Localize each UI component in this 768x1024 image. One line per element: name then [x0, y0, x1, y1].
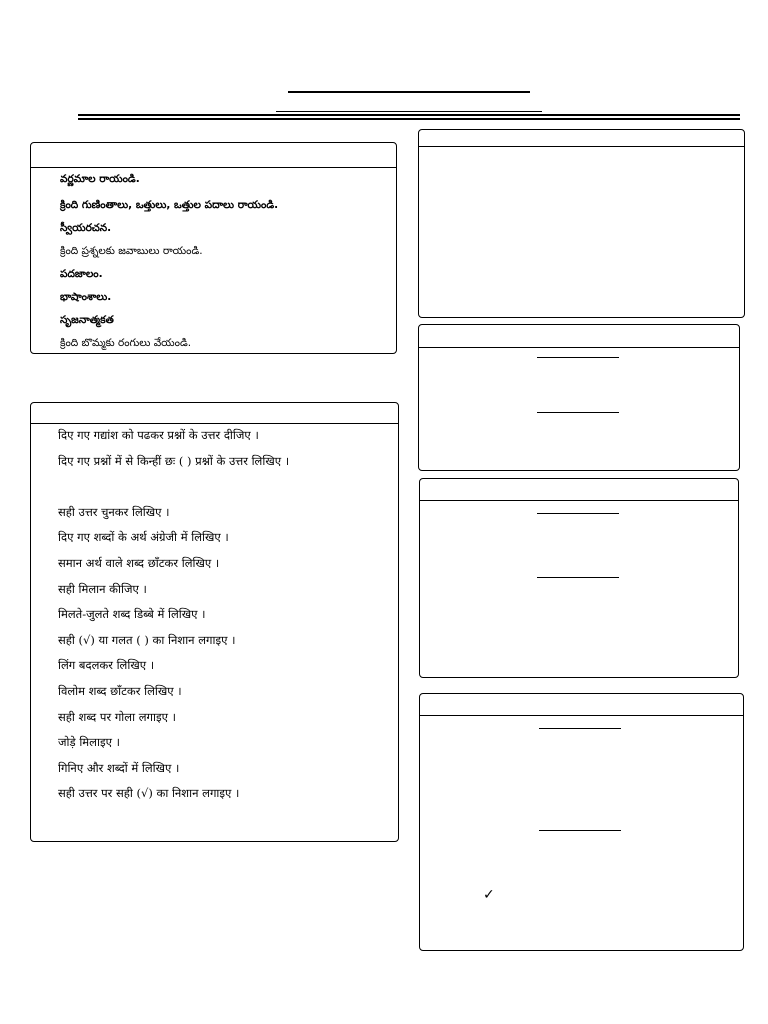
hindi-instruction-item: समान अर्थ वाले शब्द छाँटकर लिखिए । — [58, 556, 220, 570]
hindi-instruction-item: लिंग बदलकर लिखिए । — [58, 658, 155, 672]
right-panel-2 — [418, 324, 740, 471]
right-panel-4-header — [420, 694, 743, 716]
answer-blank — [537, 412, 619, 413]
telugu-instruction-item: క్రింది బొమ్మకు రంగులు వేయండి. — [60, 337, 192, 349]
telugu-instruction-item: స్వీయరచన. — [60, 222, 112, 234]
telugu-instruction-item: భాషాంశాలు. — [60, 291, 112, 303]
hindi-instruction-item: गिनिए और शब्दों में लिखिए । — [58, 761, 180, 775]
title-line-1 — [288, 91, 530, 93]
answer-blank — [537, 577, 619, 578]
hindi-instruction-item: दिए गए शब्दों के अर्थ अंग्रेजी में लिखिए । — [58, 530, 229, 544]
telugu-instruction-item: క్రింది ప్రశ్నలకు జవాబులు రాయండి. — [60, 245, 203, 257]
telugu-instruction-item: క్రింది గుణింతాలు, ఒత్తులు, ఒత్తుల పదాలు రాయండి. — [60, 199, 279, 211]
right-panel-1-header — [419, 130, 744, 147]
telugu-instruction-item: వర్ణమాల రాయండి. — [60, 173, 140, 185]
telugu-box-header — [31, 143, 396, 168]
answer-blank — [539, 830, 621, 831]
hindi-instruction-item: सही (√) या गलत ( ) का निशान लगाइए । — [58, 633, 236, 647]
hindi-instruction-item: दिए गए गद्यांश को पढकर प्रश्नों के उत्तर दीजिए । — [58, 428, 259, 442]
answer-blank — [537, 357, 619, 358]
hindi-instruction-item: सही उत्तर चुनकर लिखिए । — [58, 505, 170, 519]
title-line-2 — [276, 111, 542, 112]
right-panel-3-header — [420, 479, 738, 501]
hindi-instruction-item: मिलते-जुलते शब्द डिब्बे में लिखिए । — [58, 607, 206, 621]
hindi-instruction-item: सही मिलान कीजिए । — [58, 582, 147, 596]
right-panel-2-header — [419, 325, 739, 348]
telugu-instruction-item: సృజనాత్మకత — [60, 314, 114, 326]
header-divider-bottom — [78, 118, 740, 120]
right-panel-3 — [419, 478, 739, 678]
header-divider-top — [78, 114, 740, 116]
telugu-instruction-item: పదజాలం. — [60, 268, 103, 280]
answer-blank — [539, 728, 621, 729]
hindi-instruction-item: विलोम शब्द छाँटकर लिखिए । — [58, 684, 182, 698]
hindi-instruction-item: सही शब्द पर गोला लगाइए । — [58, 710, 176, 724]
right-panel-4 — [419, 693, 744, 951]
hindi-instruction-item: सही उत्तर पर सही (√) का निशान लगाइए । — [58, 786, 240, 800]
hindi-instruction-item: दिए गए प्रश्नों में से किन्हीं छः ( ) प्रश्नों के उत्तर लिखिए । — [58, 454, 290, 468]
answer-blank — [537, 513, 619, 514]
hindi-instruction-item: जोड़े मिलाइए । — [58, 735, 120, 749]
check-mark-icon: ✓ — [483, 887, 495, 903]
hindi-box-header — [31, 403, 398, 424]
right-panel-1 — [418, 129, 745, 318]
